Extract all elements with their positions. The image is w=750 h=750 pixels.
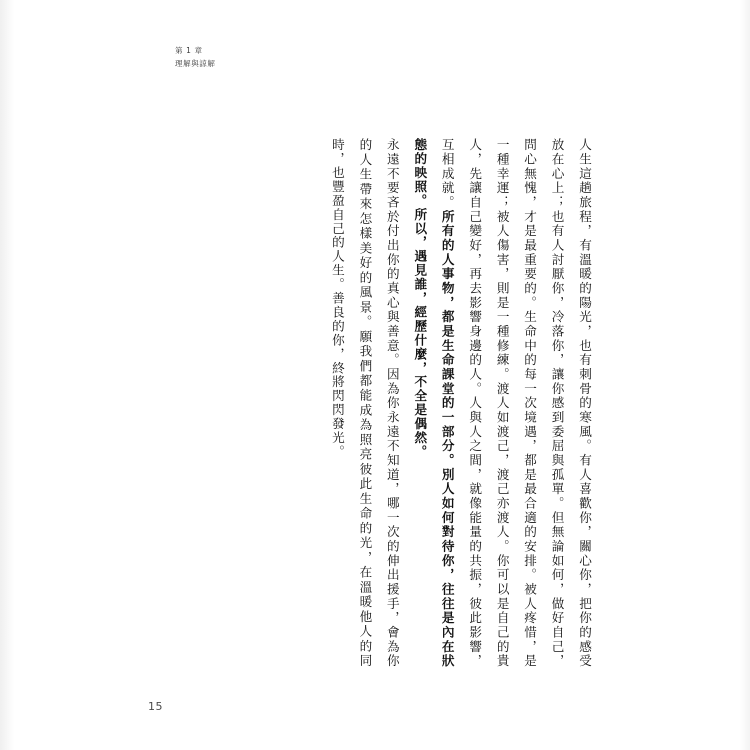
paragraph-one-emphasis-one: 所有的人事物，都是生命課堂的一部分。 [439, 209, 455, 468]
paragraph-one [406, 138, 598, 668]
page-edge-shading-left [0, 0, 14, 750]
paragraph-two: 永遠不要吝於付出你的真心與善意。因為你永遠不知道，哪一次的伸出援手，會為你的人生帶來怎樣美好的風景。願我們都能成為照亮彼此生命的光，在溫暖他人的同時，也豐盈自己的人生。善良的你，終將閃閃發光。 [329, 138, 400, 668]
paragraph-one-text: 人生這趟旅程，有溫暖的陽光，也有刺骨的寒風。有人喜歡你，關心你，把你的感受放在心上；也有人討厭你，冷落你，讓你感到委屈與孤單。但無論如何，做好自己，問心無愧，才是最重要的。生命中的每一次境遇，都是最合適的安排。被人疼惜，是一種幸運；被人傷害，則是一種修練。渡人如渡己，渡己亦渡人。你可以是自己的貴人，先讓自己變好，再去影響身邊的人。人與人之間，就像能量的共振，彼此影響，互相成就。 [439, 138, 592, 668]
body-text-vertical [323, 138, 598, 668]
running-head-chapter: 第 1 章 [175, 46, 203, 55]
paragraph-one-emphasis-two: 別人如何對待你，往往是內在狀態的映照。所以，遇見誰，經歷什麼，不全是偶然。 [412, 138, 455, 668]
page-number: 15 [148, 700, 163, 713]
page-edge-shading-right [740, 0, 750, 750]
running-head-title: 理解與諒解 [175, 59, 216, 69]
running-head [175, 44, 216, 70]
